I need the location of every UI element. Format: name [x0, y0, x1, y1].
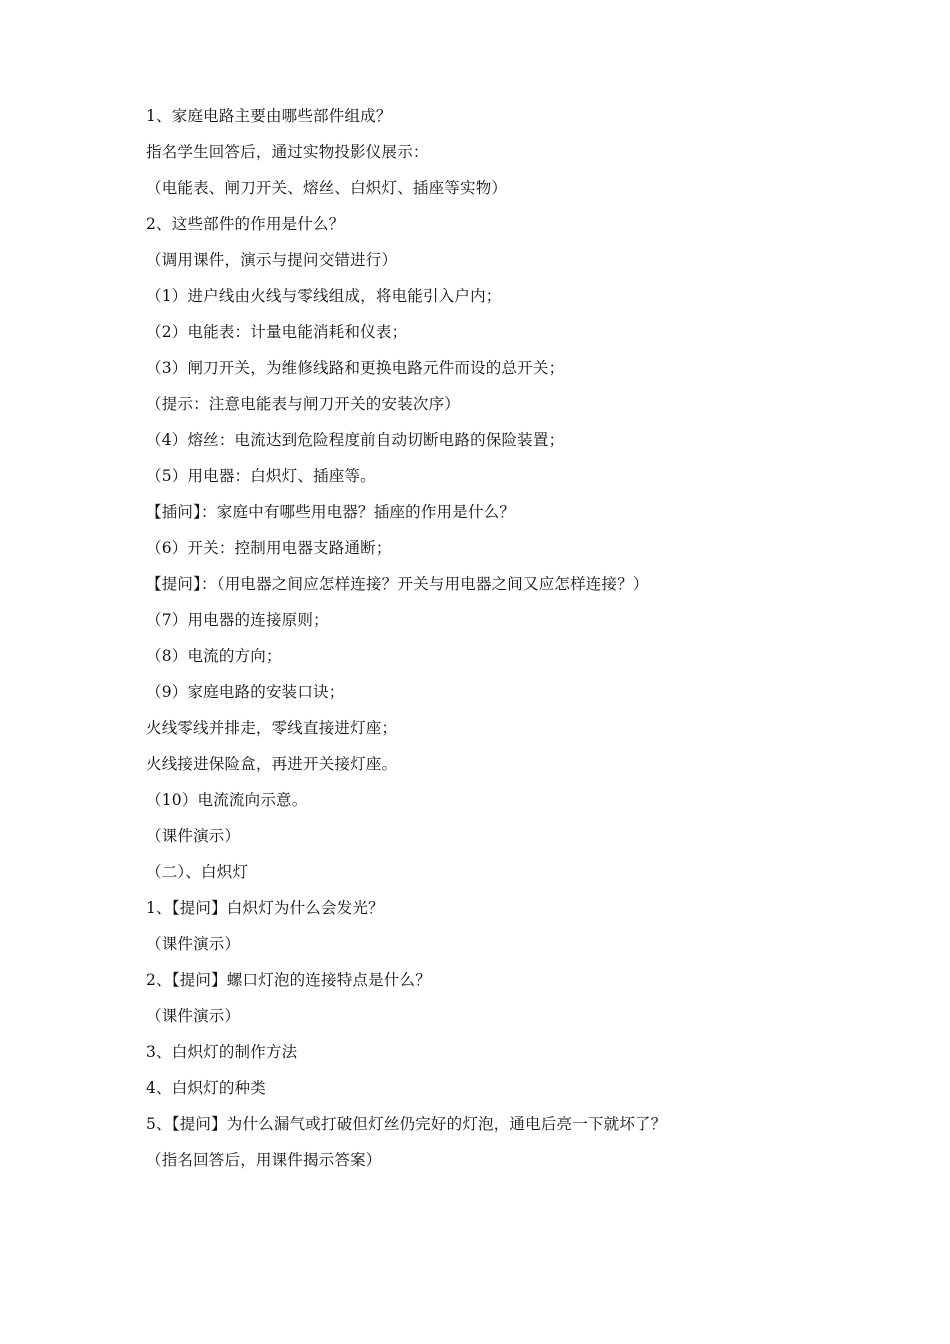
interjection-question: 【插问】：家庭中有哪些用电器？插座的作用是什么？ [146, 503, 516, 521]
list-item: （4）熔丝：电流达到危险程度前自动切断电路的保险装置； [146, 431, 565, 449]
note-text: （调用课件，演示与提问交错进行） [146, 251, 398, 269]
note-text: （课件演示） [146, 1007, 241, 1025]
list-item: （5）用电器：白炽灯、插座等。 [146, 467, 376, 485]
section-heading: （二）、白炽灯 [146, 863, 249, 881]
question-text: 1、【提问】白炽灯为什么会发光？ [146, 899, 384, 917]
document-body [146, 105, 846, 1185]
question-1: 1、家庭电路主要由哪些部件组成？ [146, 107, 392, 125]
list-item: （1）进户线由火线与零线组成，将电能引入户内； [146, 287, 502, 305]
hint-text: （提示：注意电能表与闸刀开关的安装次序） [146, 395, 461, 413]
note-text: （课件演示） [146, 827, 241, 845]
note-text: （指名回答后，用课件揭示答案） [146, 1151, 382, 1169]
mnemonic-line: 火线零线并排走，零线直接进灯座； [146, 719, 398, 737]
list-item: 4、白炽灯的种类 [146, 1079, 266, 1097]
question-text: 【提问】：（用电器之间应怎样连接？开关与用电器之间又应怎样连接？） [146, 575, 649, 593]
list-item: （2）电能表：计量电能消耗和仪表； [146, 323, 408, 341]
instruction-text: 指名学生回答后，通过实物投影仪展示： [146, 143, 429, 161]
mnemonic-line: 火线接进保险盒，再进开关接灯座。 [146, 755, 398, 773]
note-text: （课件演示） [146, 935, 241, 953]
question-text: 2、【提问】螺口灯泡的连接特点是什么？ [146, 971, 431, 989]
question-2: 2、这些部件的作用是什么？ [146, 215, 345, 233]
list-item: （7）用电器的连接原则； [146, 611, 329, 629]
note-text: （电能表、闸刀开关、熔丝、白炽灯、插座等实物） [146, 179, 508, 197]
list-item: 3、白炽灯的制作方法 [146, 1043, 298, 1061]
list-item: （6）开关：控制用电器支路通断； [146, 539, 392, 557]
list-item: （3）闸刀开关，为维修线路和更换电路元件而设的总开关； [146, 359, 565, 377]
list-item: （9）家庭电路的安装口诀； [146, 683, 345, 701]
question-text: 5、【提问】为什么漏气或打破但灯丝仍完好的灯泡，通电后亮一下就坏了？ [146, 1115, 667, 1133]
list-item: （8）电流的方向； [146, 647, 282, 665]
list-item: （10）电流流向示意。 [146, 791, 308, 809]
